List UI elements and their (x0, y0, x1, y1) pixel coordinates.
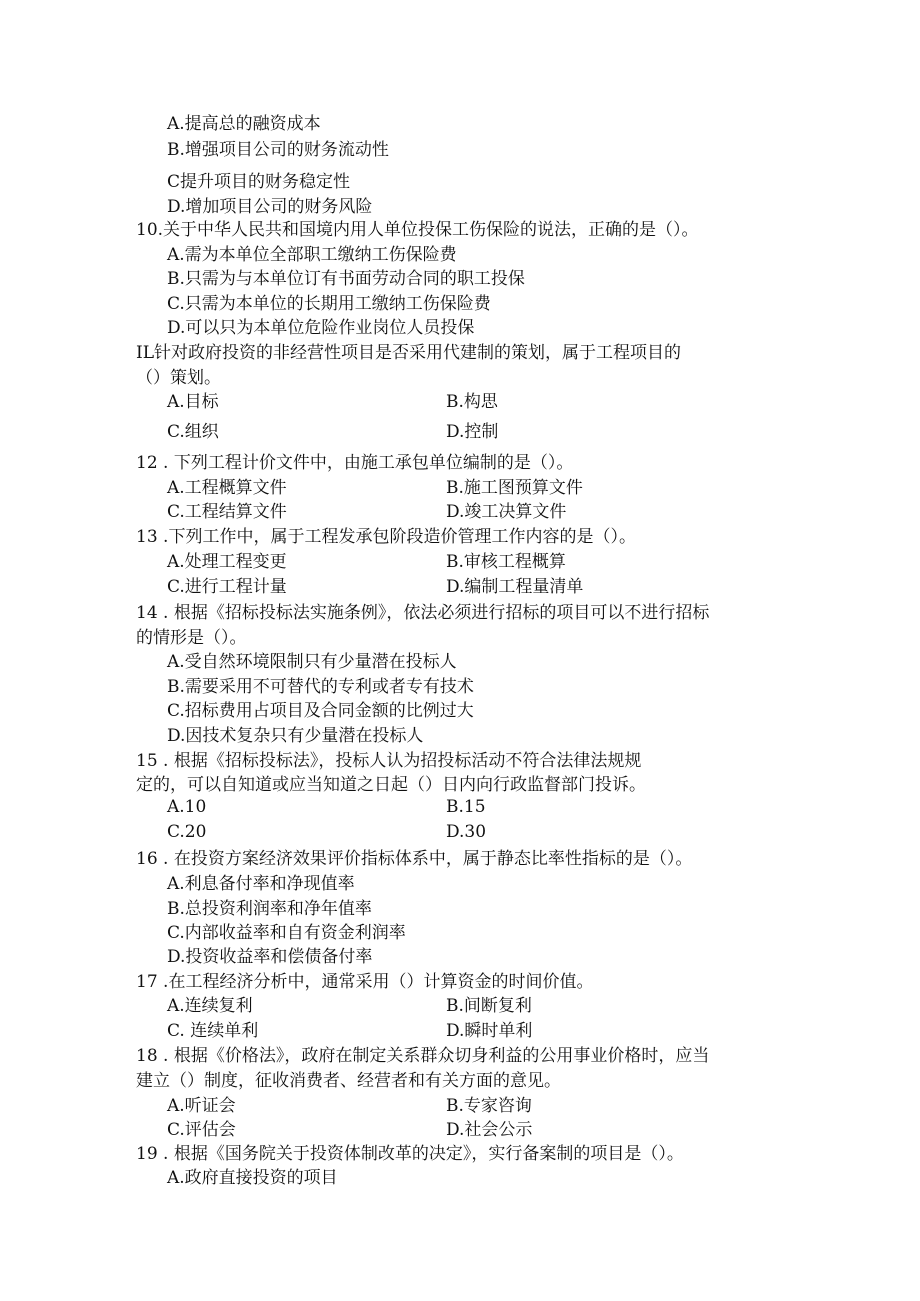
q15-option-c: C.20 (167, 822, 207, 842)
q18-option-c: C.评估会 (167, 1120, 236, 1140)
q15-option-a: A.10 (167, 797, 207, 817)
q15-option-d: D.30 (446, 822, 487, 842)
q10-option-c: C.只需为本单位的长期用工缴纳工伤保险费 (167, 294, 491, 314)
q14-stem-line2: 的情形是（）。 (136, 628, 247, 648)
q18-option-b: B.专家咨询 (446, 1096, 532, 1116)
q12-option-d: D.竣工决算文件 (446, 502, 567, 522)
q12-option-c: C.工程结算文件 (167, 502, 287, 522)
q18-stem-line1: 18 . 根据《价格法》，政府在制定关系群众切身利益的公用事业价格时，应当 (136, 1046, 710, 1066)
q11-option-b: B.构思 (446, 392, 498, 412)
q18-option-a: A.听证会 (167, 1096, 236, 1116)
q14-option-d: D.因技术复杂只有少量潜在投标人 (167, 726, 424, 746)
q18-option-d: D.社会公示 (446, 1120, 533, 1140)
q17-option-d: D.瞬时单利 (446, 1021, 533, 1041)
q13-option-d: D.编制工程量清单 (446, 577, 584, 597)
q15-option-b: B.15 (446, 797, 486, 817)
q13-option-b: B.审核工程概算 (446, 552, 566, 572)
q12-stem: 12 . 下列工程计价文件中，由施工承包单位编制的是（）。 (136, 453, 574, 473)
q14-option-a: A.受自然环境限制只有少量潜在投标人 (167, 652, 457, 672)
q10-option-a: A.需为本单位全部职工缴纳工伤保险费 (167, 245, 457, 265)
q17-option-c: C. 连续单利 (167, 1021, 259, 1041)
q10-option-d: D.可以只为本单位危险作业岗位人员投保 (167, 318, 475, 338)
q17-option-b: B.间断复利 (446, 996, 532, 1016)
q13-option-a: A.处理工程变更 (167, 552, 287, 572)
q16-option-d: D.投资收益率和偿债备付率 (167, 947, 373, 967)
q14-option-b: B.需要采用不可替代的专利或者专有技术 (167, 677, 474, 697)
q9-option-d: D.增加项目公司的财务风险 (167, 197, 373, 217)
q9-option-b: B.增强项目公司的财务流动性 (167, 140, 389, 160)
q11-stem-line2: （）策划。 (136, 368, 221, 388)
q12-option-a: A.工程概算文件 (167, 478, 287, 498)
q16-option-c: C.内部收益率和自有资金利润率 (167, 923, 406, 943)
q15-stem-line2: 定的，可以自知道或应当知道之日起（）日内向行政监督部门投诉。 (136, 775, 646, 795)
q13-option-c: C.进行工程计量 (167, 577, 287, 597)
q19-option-a: A.政府直接投资的项目 (167, 1168, 338, 1188)
q15-stem-line1: 15 . 根据《招标投标法》，投标人认为招投标活动不符合法律法规规 (136, 751, 642, 771)
q18-stem-line2: 建立（）制度，征收消费者、经营者和有关方面的意见。 (136, 1071, 561, 1091)
q11-option-c: C.组织 (167, 422, 219, 442)
q9-option-a: A.提高总的融资成本 (167, 114, 321, 134)
q13-stem: 13 .下列工作中，属于工程发承包阶段造价管理工作内容的是（）。 (136, 527, 636, 547)
q19-stem: 19 . 根据《国务院关于投资体制改革的决定》，实行备案制的项目是（）。 (136, 1144, 684, 1164)
q10-option-b: B.只需为与本单位订有书面劳动合同的职工投保 (167, 269, 525, 289)
q12-option-b: B.施工图预算文件 (446, 478, 583, 498)
q10-stem: 10.关于中华人民共和国境内用人单位投保工伤保险的说法，正确的是（）。 (136, 220, 699, 240)
q11-option-d: D.控制 (446, 422, 499, 442)
q9-option-c: C提升项目的财务稳定性 (167, 172, 351, 192)
q16-stem: 16 . 在投资方案经济效果评价指标体系中，属于静态比率性指标的是（）。 (136, 849, 693, 869)
q17-stem: 17 .在工程经济分析中，通常采用（）计算资金的时间价值。 (136, 972, 594, 992)
q14-stem-line1: 14 . 根据《招标投标法实施条例》，依法必须进行招标的项目可以不进行招标 (136, 603, 710, 623)
q16-option-a: A.利息备付率和净现值率 (167, 874, 355, 894)
q17-option-a: A.连续复利 (167, 996, 253, 1016)
q14-option-c: C.招标费用占项目及合同金额的比例过大 (167, 701, 474, 721)
q11-stem-line1: IL针对政府投资的非经营性项目是否采用代建制的策划，属于工程项目的 (136, 343, 682, 363)
q16-option-b: B.总投资利润率和净年值率 (167, 899, 372, 919)
q11-option-a: A.目标 (167, 392, 219, 412)
